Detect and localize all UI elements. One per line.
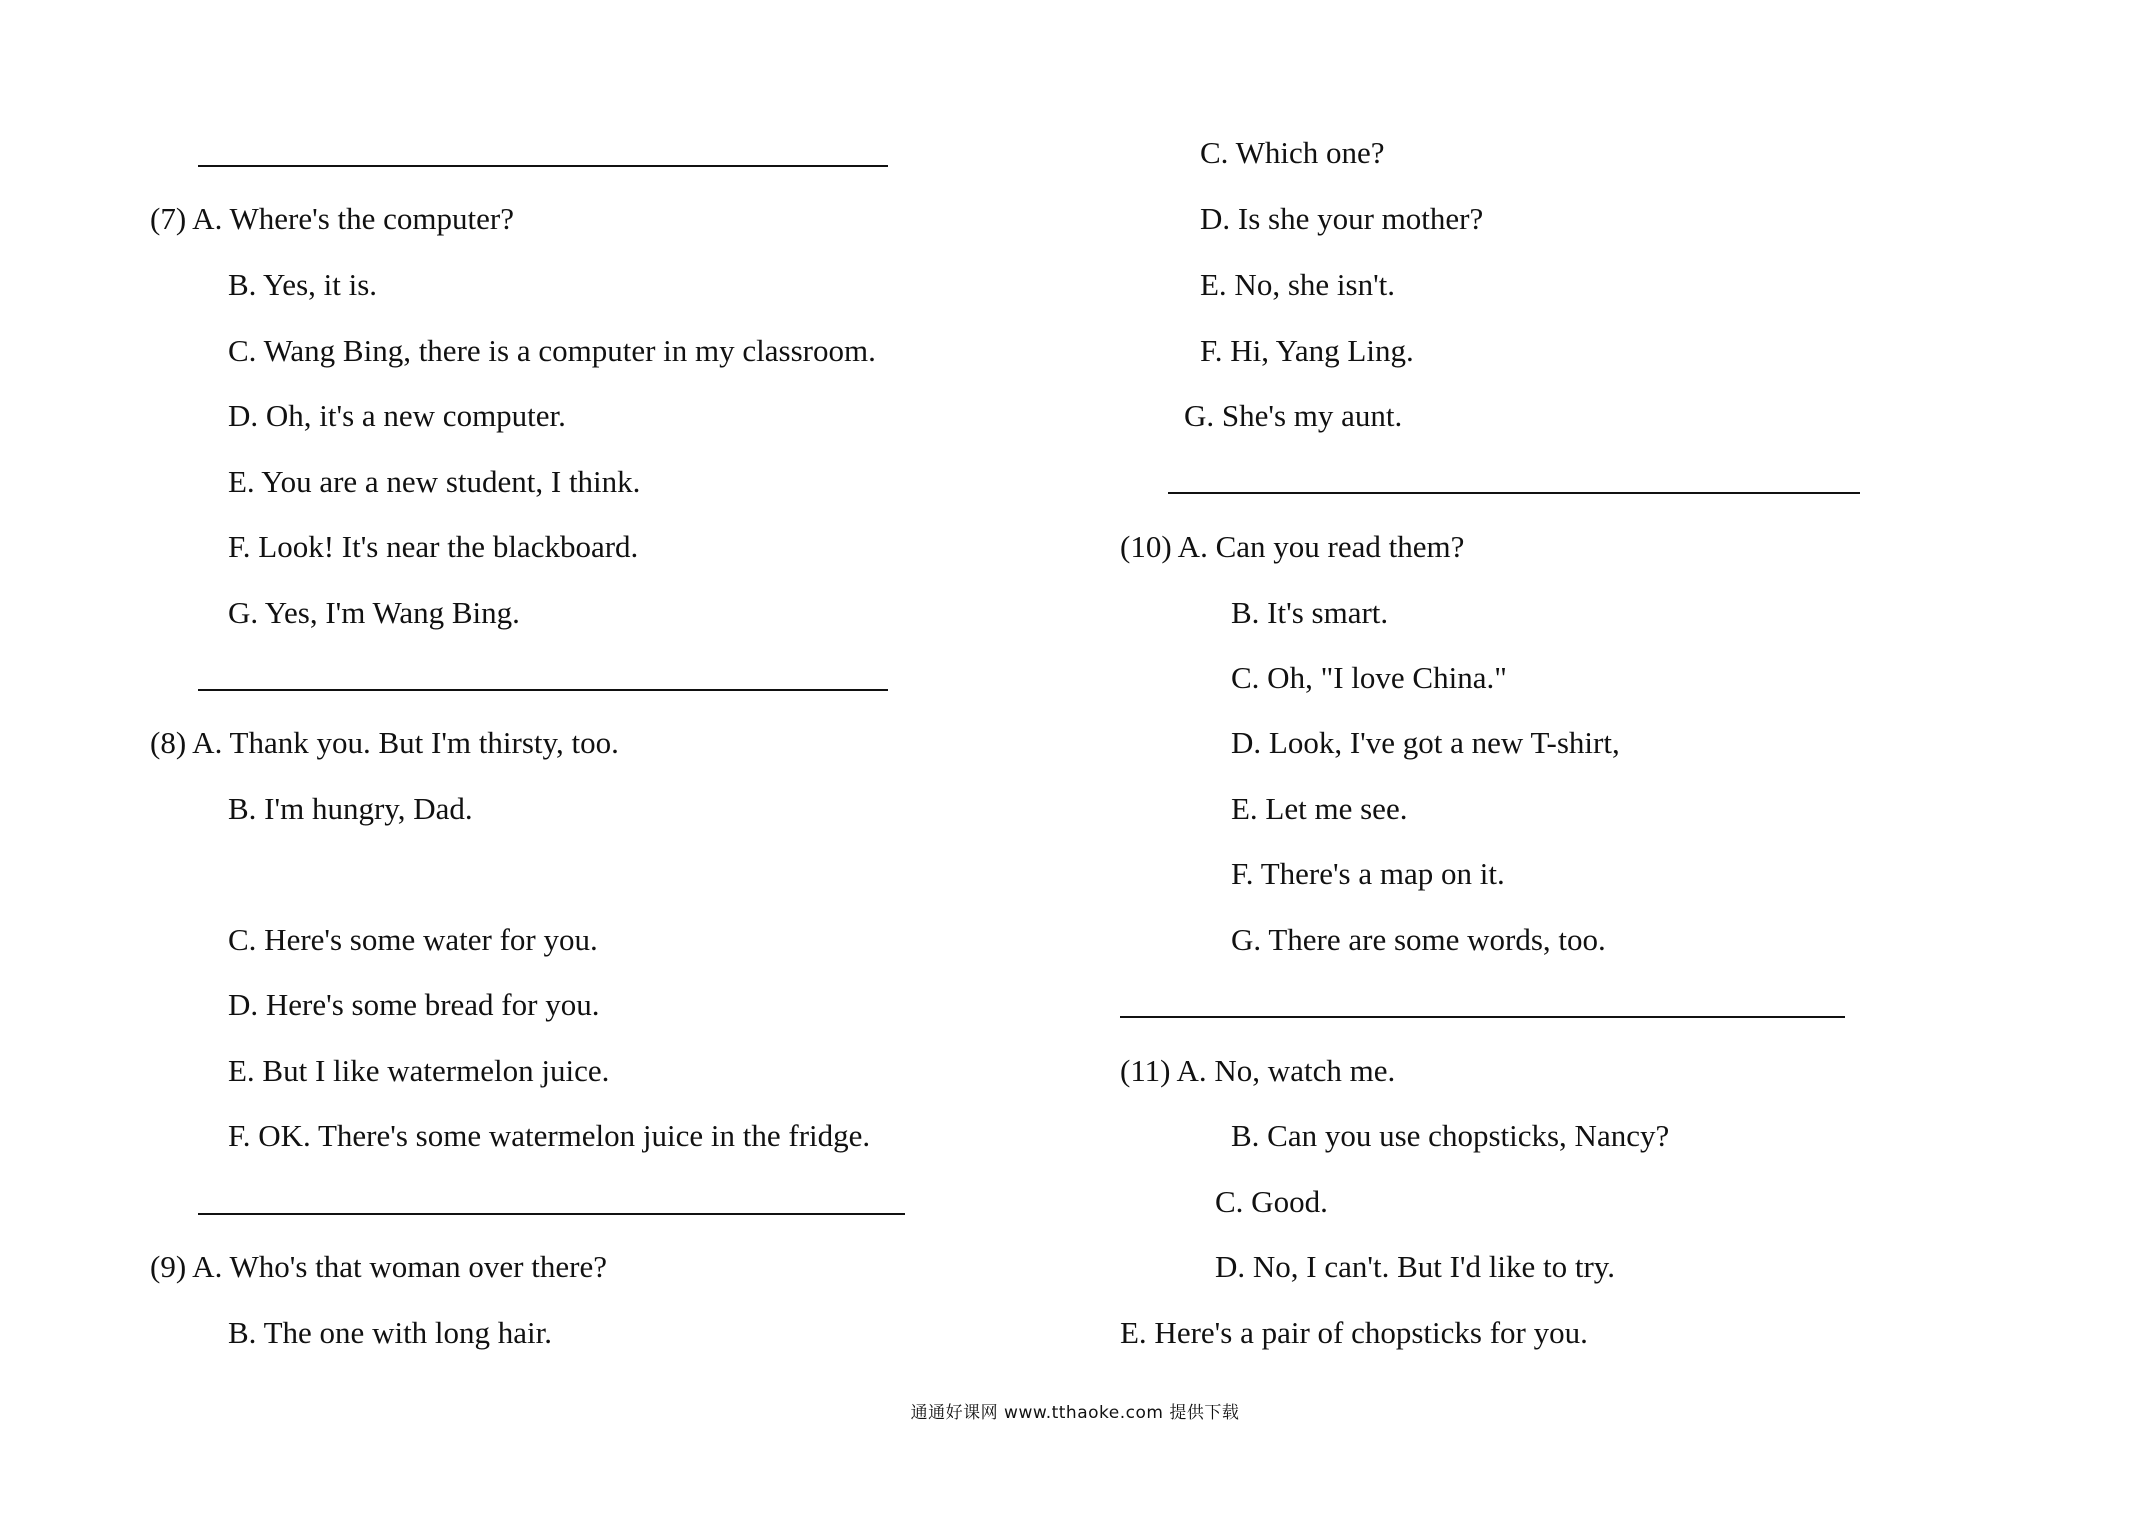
q11-option-c: C. Good. <box>1215 1184 1328 1219</box>
q7-option-a: (7) A. Where's the computer? <box>150 201 514 236</box>
footer-source-note: 通通好课网 www.tthaoke.com 提供下载 <box>910 1403 1240 1423</box>
answer-line-q7 <box>198 689 888 691</box>
q9-option-f: F. Hi, Yang Ling. <box>1200 333 1414 368</box>
q8-option-e: E. But I like watermelon juice. <box>228 1053 610 1088</box>
q8-option-f: F. OK. There's some watermelon juice in the fridge. <box>228 1118 871 1153</box>
q9-option-b: B. The one with long hair. <box>228 1315 553 1350</box>
q9-option-c: C. Which one? <box>1200 135 1385 170</box>
q7-option-d: D. Oh, it's a new computer. <box>228 398 566 433</box>
q7-option-b: B. Yes, it is. <box>228 267 378 302</box>
q7-option-g: G. Yes, I'm Wang Bing. <box>228 595 520 630</box>
q8-option-a: (8) A. Thank you. But I'm thirsty, too. <box>150 725 619 760</box>
q8-option-b: B. I'm hungry, Dad. <box>228 791 473 826</box>
q9-option-d: D. Is she your mother? <box>1200 201 1484 236</box>
q7-option-c: C. Wang Bing, there is a computer in my classroom. <box>228 333 876 368</box>
q11-option-b: B. Can you use chopsticks, Nancy? <box>1231 1118 1670 1153</box>
q7-option-e: E. You are a new student, I think. <box>228 464 641 499</box>
answer-line-q8 <box>198 1213 905 1215</box>
q10-option-d: D. Look, I've got a new T-shirt, <box>1231 725 1620 760</box>
q11-option-a: (11) A. No, watch me. <box>1120 1053 1396 1088</box>
q11-option-e: E. Here's a pair of chopsticks for you. <box>1120 1315 1588 1350</box>
q8-option-d: D. Here's some bread for you. <box>228 987 600 1022</box>
q11-option-d: D. No, I can't. But I'd like to try. <box>1215 1249 1616 1284</box>
answer-line-q10 <box>1120 1016 1845 1018</box>
answer-line-q6 <box>198 165 888 167</box>
q8-option-c: C. Here's some water for you. <box>228 922 598 957</box>
q9-option-g: G. She's my aunt. <box>1184 398 1403 433</box>
q9-option-e: E. No, she isn't. <box>1200 267 1396 302</box>
q10-option-b: B. It's smart. <box>1231 595 1389 630</box>
q9-option-a: (9) A. Who's that woman over there? <box>150 1249 607 1284</box>
q10-option-c: C. Oh, "I love China." <box>1231 660 1507 695</box>
q10-option-e: E. Let me see. <box>1231 791 1408 826</box>
q7-option-f: F. Look! It's near the blackboard. <box>228 529 639 564</box>
q10-option-a: (10) A. Can you read them? <box>1120 529 1465 564</box>
q10-option-g: G. There are some words, too. <box>1231 922 1606 957</box>
q10-option-f: F. There's a map on it. <box>1231 856 1505 891</box>
answer-line-q9 <box>1168 492 1860 494</box>
